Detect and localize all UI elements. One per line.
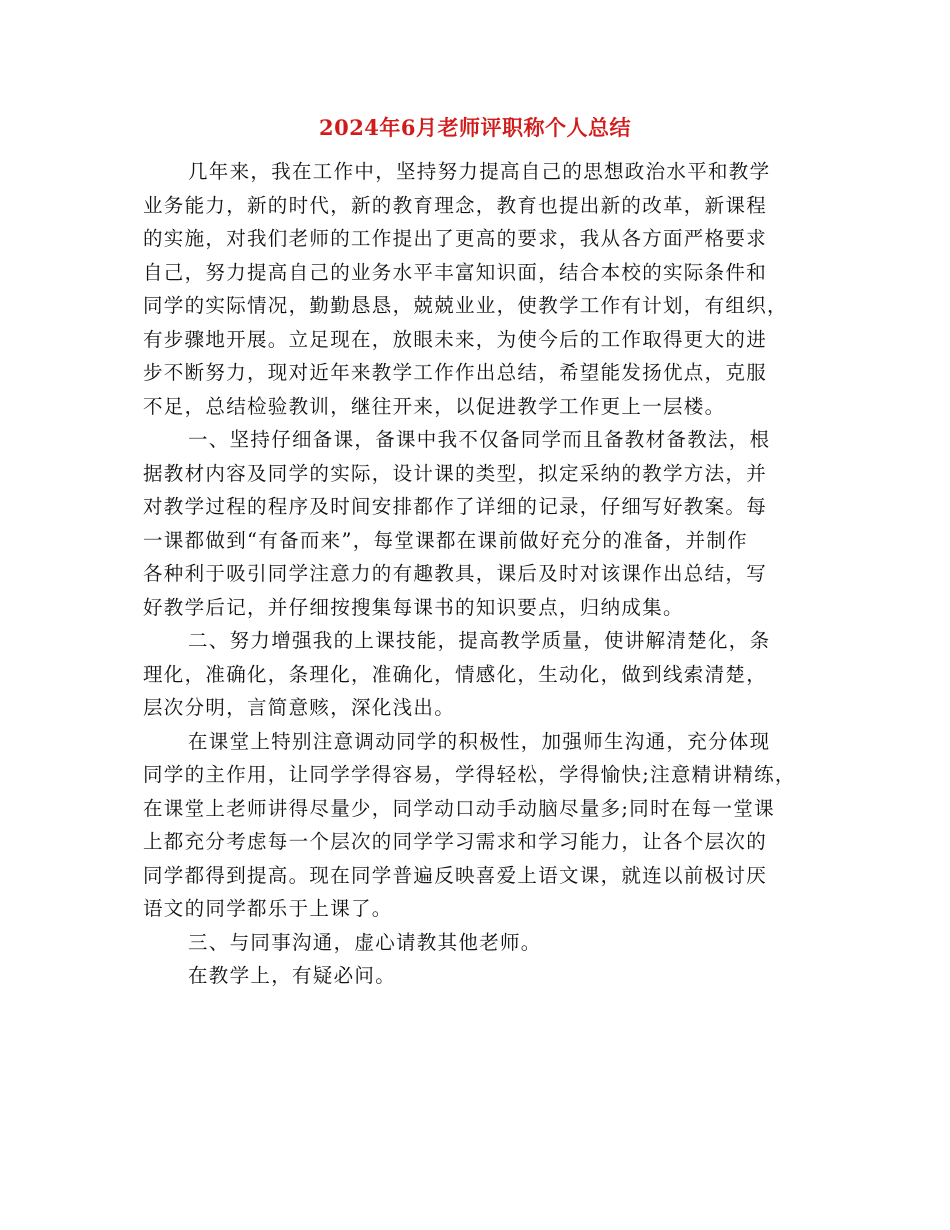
paragraph-line: 同学都得到提高。现在同学普遍反映喜爱上语文课，就连以前极讨厌	[143, 863, 768, 887]
paragraph-line: 各种利于吸引同学注意力的有趣教具，课后及时对该课作出总结，写	[143, 562, 768, 585]
paragraph-line: 业务能力，新的时代，新的教育理念，教育也提出新的改革，新课程	[143, 193, 768, 217]
paragraph-line: 一、坚持仔细备课，备课中我不仅备同学而且备教材备教法，根	[188, 428, 771, 451]
document-title: 2024年6月老师评职称个人总结	[318, 115, 632, 140]
paragraph-line: 的实施，对我们老师的工作提出了更高的要求，我从各方面严格要求	[143, 227, 768, 250]
paragraph-line: 二、努力增强我的上课技能，提高教学质量，使讲解清楚化，条	[188, 629, 771, 652]
paragraph-line: 对教学过程的程序及时间安排都作了详细的记录，仔细写好教案。每	[143, 495, 768, 518]
paragraph-line: 在课堂上老师讲得尽量少，同学动口动手动脑尽量多;同时在每一堂课	[143, 796, 775, 820]
paragraph-line: 一课都做到“有备而来”，每堂课都在课前做好充分的准备，并制作	[143, 528, 748, 552]
paragraph-line: 语文的同学都乐于上课了。	[143, 897, 393, 920]
paragraph-line: 几年来，我在工作中，坚持努力提高自己的思想政治水平和教学	[188, 160, 771, 183]
paragraph-line: 在课堂上特别注意调动同学的积极性，加强师生沟通，充分体现	[188, 729, 771, 753]
paragraph-line: 好教学后记，并仔细按搜集每课书的知识要点，归纳成集。	[143, 595, 684, 619]
paragraph-line: 上都充分考虑每一个层次的同学学习需求和学习能力，让各个层次的	[143, 830, 768, 853]
paragraph-line: 有步骤地开展。立足现在，放眼未来，为使今后的工作取得更大的进	[143, 327, 768, 351]
paragraph-line: 三、与同事沟通，虚心请教其他老师。	[188, 930, 542, 954]
paragraph-line: 在教学上，有疑必问。	[188, 964, 397, 987]
document-body	[143, 155, 823, 993]
paragraph-line: 自己，努力提高自己的业务水平丰富知识面，结合本校的实际条件和	[143, 260, 768, 284]
paragraph-line: 不足，总结检验教训，继往开来，以促进教学工作更上一层楼。	[143, 394, 726, 418]
paragraph-line: 理化，准确化，条理化，准确化，情感化，生动化，做到线索清楚，	[143, 662, 768, 686]
paragraph-line: 步不断努力，现对近年来教学工作作出总结，希望能发扬优点，克服	[143, 361, 768, 384]
paragraph-line: 同学的主作用，让同学学得容易，学得轻松，学得愉快;注意精讲精练，	[143, 763, 796, 786]
paragraph-line: 层次分明，言简意赅，深化浅出。	[143, 696, 456, 719]
paragraph-line: 同学的实际情况，勤勤恳恳，兢兢业业，使教学工作有计划，有组织，	[143, 294, 788, 317]
paragraph-line: 据教材内容及同学的实际，设计课的类型，拟定采纳的教学方法，并	[143, 461, 768, 485]
